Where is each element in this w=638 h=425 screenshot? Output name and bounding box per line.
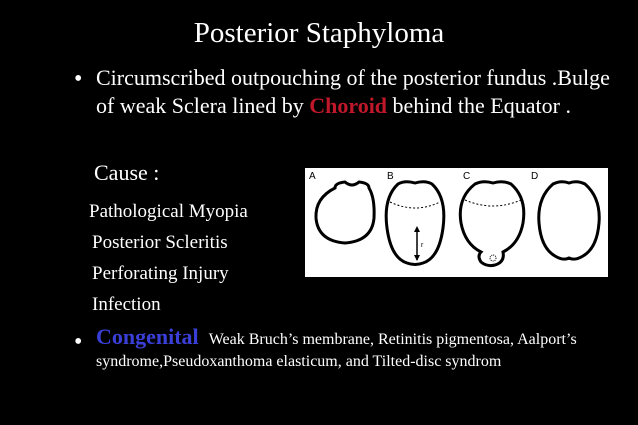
definition-text xyxy=(96,64,616,119)
congenital-rest: Aalport’s syndrome,Pseudoxanthoma elasticum, and Tilted-disc syndrom xyxy=(96,331,577,370)
cause-item: Posterior Scleritis xyxy=(92,232,228,253)
definition-text-after: behind the Equator . xyxy=(387,92,571,118)
panel-label-c: C xyxy=(463,171,471,182)
eye-shape-b xyxy=(386,182,444,265)
congenital-line1: Weak Bruch’s membrane, Retinitis pigmentosa, xyxy=(208,331,514,348)
arrow-label: r xyxy=(421,242,424,249)
cause-heading: Cause : xyxy=(94,160,160,185)
panel-label-b: B xyxy=(387,171,394,182)
eye-shape-a xyxy=(316,182,374,243)
panel-label-d: D xyxy=(531,171,539,182)
cause-item: Pathological Myopia xyxy=(89,201,248,222)
staphyloma-diagram xyxy=(305,168,608,277)
bullet-marker: • xyxy=(74,329,83,355)
cause-item: Infection xyxy=(92,294,161,315)
bullet-marker: • xyxy=(74,66,83,92)
definition-text-before: Circumscribed outpouching of the posterior fundus .Bulge of weak Sclera lined by xyxy=(96,65,610,118)
eye-shape-d xyxy=(539,182,599,259)
choroid-highlight: Choroid xyxy=(309,92,388,118)
eye-shape-c xyxy=(460,182,524,266)
congenital-text xyxy=(96,326,616,373)
cause-item: Perforating Injury xyxy=(92,263,229,284)
congenital-label: Congenital xyxy=(96,324,199,349)
eye-shapes-svg xyxy=(305,168,608,277)
panel-label-a: A xyxy=(309,171,316,182)
slide-title: Posterior Staphyloma xyxy=(193,17,445,49)
